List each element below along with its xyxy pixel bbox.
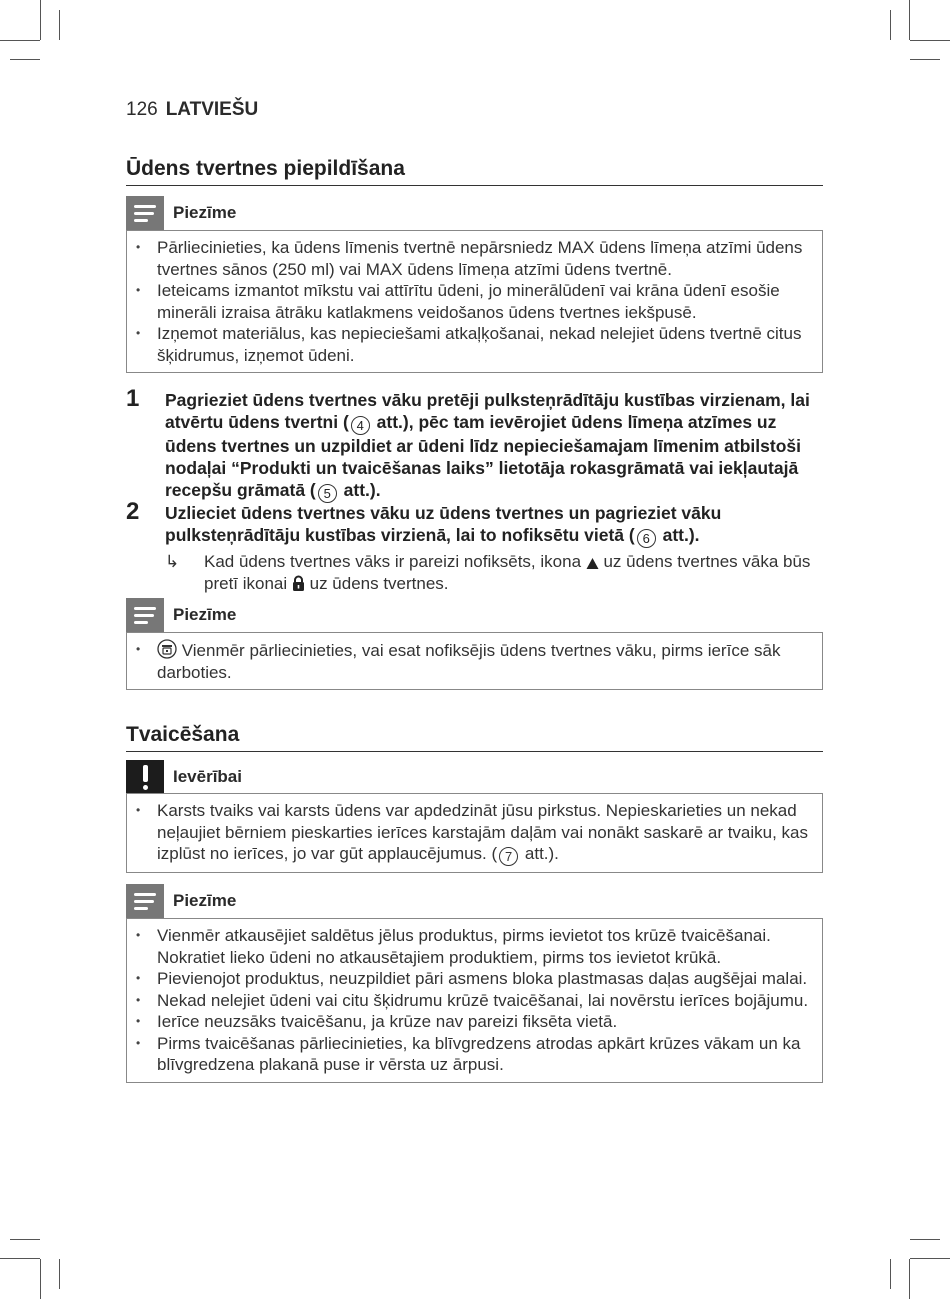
crop-mark — [40, 1259, 41, 1299]
page-number: 126 — [126, 99, 158, 120]
page-header — [126, 99, 258, 121]
crop-mark — [910, 1258, 950, 1259]
figure-reference: 5 — [318, 484, 337, 503]
note-box — [126, 230, 823, 373]
step-text-part: Pagrieziet ūdens tvertnes vāku pretēji pulksteņrādītāju kustības virzienam, lai atvērtu ūdens tvertni ( — [165, 390, 810, 432]
crop-mark — [909, 1259, 910, 1299]
list-item: • Ieteicams izmantot mīkstu vai attīrītu ūdeni, jo minerālūdenī vai krāna ūdenī esošie minerāli izraisa ātrāku katlakmens veidošanos ūdens tvertnes iekšpusē. — [157, 280, 814, 323]
step-number: 2 — [126, 498, 140, 525]
caution-header — [126, 760, 242, 794]
step-text-part: att.), pēc tam ievērojiet ūdens līmeņa atzīmes uz ūdens tvertnes un uzpildiet ar ūdeni līdz nepieciešamajam līmenim atbilstoši nodaļai “Produkti un tvaicēšanas laiks” lietotāja rokasgrāmatā vai iekļautajā recepšu grāmatā ( — [165, 412, 801, 500]
step-2 — [126, 498, 826, 548]
note-box — [126, 632, 823, 690]
figure-reference: 4 — [351, 416, 370, 435]
lock-icon — [292, 575, 305, 592]
crop-mark — [59, 10, 60, 40]
list-item: • Vienmēr atkausējiet saldētus jēlus produktus, pirms ievietot tos krūzē tvaicēšanai. Nokratiet lieko ūdeni no atkausētajiem produktiem, pirms tos ievietot krūkā. — [157, 925, 814, 968]
note-box — [126, 918, 823, 1083]
step-1 — [126, 385, 826, 503]
note-icon — [126, 196, 164, 230]
result-text-part: uz ūdens tvertnes. — [304, 573, 449, 593]
note-header — [126, 598, 236, 632]
result-text — [204, 551, 825, 594]
caution-list — [127, 794, 822, 872]
list-item-text: Karsts tvaiks vai karsts ūdens var apdedzināt jūsu pirkstus. Nepieskarieties un nekad neļaujiet bērniem pieskarties ierīces karstajām daļām vai nonākt saskarē ar tvaiku, kas izplūst no ierīces, jo var gūt applaucējumus. ( — [157, 801, 809, 863]
lid-lock-icon — [157, 639, 177, 659]
figure-reference: 6 — [637, 529, 656, 548]
list-item-text: att.). — [520, 844, 559, 863]
crop-mark — [890, 10, 891, 40]
step-text — [165, 389, 826, 503]
caution-title: Ievērībai — [173, 767, 242, 786]
list-item: • Izņemot materiālus, kas nepieciešami atkaļķošanai, nekad nelejiet ūdens tvertnē citus šķidrumus, izņemot ūdeni. — [157, 323, 814, 366]
crop-mark — [890, 1259, 891, 1289]
result-text-part: Kad ūdens tvertnes vāks ir pareizi nofiksēts, ikona — [204, 552, 586, 571]
crop-mark — [910, 59, 940, 60]
caution-icon — [126, 760, 164, 794]
list-item: • Pārliecinieties, ka ūdens līmenis tvertnē nepārsniedz MAX ūdens līmeņa atzīmi ūdens tvertnes sānos (250 ml) vai MAX ūdens līmeņa atzīmi ūdens tvertnē. — [157, 237, 814, 280]
figure-reference: 7 — [499, 847, 518, 866]
note-header — [126, 196, 236, 230]
list-item-text: Vienmēr pārliecinieties, vai esat nofiksējis ūdens tvertnes vāku, pirms ierīce sāk darboties. — [157, 641, 781, 682]
note-list — [127, 231, 822, 372]
section-rule — [126, 751, 823, 752]
crop-mark — [59, 1259, 60, 1289]
step-text-part: att.). — [338, 480, 381, 500]
list-item: • Ierīce neuzsāks tvaicēšanu, ja krūze nav pareizi fiksēta vietā. — [157, 1011, 814, 1033]
list-item: • Pirms tvaicēšanas pārliecinieties, ka blīvgredzens atrodas apkārt krūzes vākam un ka blīvgredzena plakanā puse ir vērsta uz ārpusi. — [157, 1033, 814, 1076]
result-text-part: uz ūdens tvertnes vāka būs pretī ikonai — [204, 552, 811, 593]
note-header — [126, 884, 236, 918]
caution-box — [126, 793, 823, 873]
crop-mark — [0, 1258, 40, 1259]
crop-mark — [0, 40, 40, 41]
result-arrow-icon: ↳ — [165, 552, 180, 571]
triangle-icon — [586, 557, 599, 570]
crop-mark — [10, 1239, 40, 1240]
step-text-part: Uzlieciet ūdens tvertnes vāku uz ūdens tvertnes un pagrieziet vāku pulksteņrādītāju kustības virzienā, lai to nofiksētu vietā ( — [165, 503, 722, 545]
list-item: • Pievienojot produktus, neuzpildiet pāri asmens bloka plastmasas daļas augšējai malai. — [157, 968, 814, 990]
crop-mark — [910, 40, 950, 41]
note-title: Piezīme — [173, 891, 237, 910]
list-item: • Nekad nelejiet ūdeni vai citu šķidrumu krūzē tvaicēšanai, lai novērstu ierīces bojājumu. — [157, 990, 814, 1012]
section-title-steaming: Tvaicēšana — [126, 723, 240, 746]
note-title: Piezīme — [173, 203, 237, 222]
step-text — [165, 502, 826, 548]
list-item — [157, 800, 814, 866]
section-title-water-tank: Ūdens tvertnes piepildīšana — [126, 157, 405, 180]
crop-mark — [909, 0, 910, 40]
note-list — [127, 919, 822, 1082]
note-title: Piezīme — [173, 605, 237, 624]
note-list — [127, 633, 822, 689]
crop-mark — [910, 1239, 940, 1240]
step-number: 1 — [126, 385, 140, 412]
step-text-part: att.). — [657, 525, 700, 545]
section-rule — [126, 185, 823, 186]
crop-mark — [10, 59, 40, 60]
language-label: LATVIEŠU — [165, 99, 259, 120]
note-icon — [126, 598, 164, 632]
list-item — [157, 639, 814, 683]
note-icon — [126, 884, 164, 918]
step-result — [165, 551, 825, 594]
crop-mark — [40, 0, 41, 40]
